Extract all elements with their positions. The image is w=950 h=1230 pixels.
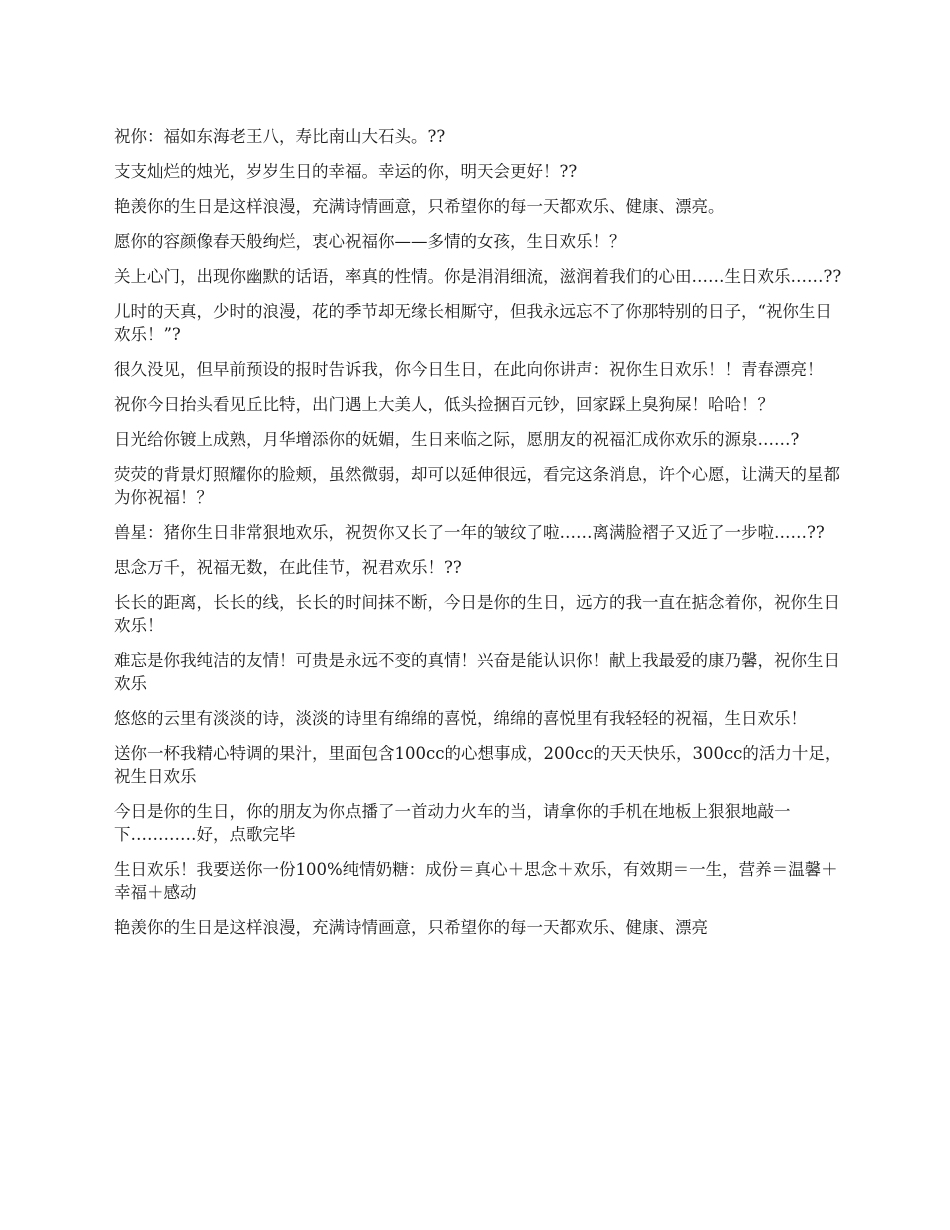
document-body [114,125,842,951]
paragraph-19: 艳羡你的生日是这样浪漫，充满诗情画意，只希望你的每一天都欢乐、健康、漂亮 [114,918,708,937]
paragraph-7: 很久没见，但早前预设的报时告诉我，你今日生日，在此向你讲声：祝你生日欢乐！！青春漂亮！ [114,360,824,379]
paragraph-2: 支支灿烂的烛光，岁岁生日的幸福。幸运的你，明天会更好！?? [114,162,578,181]
paragraph-1: 祝你：福如东海老王八，寿比南山大石头。?? [114,127,446,146]
paragraph-12: 思念万千，祝福无数，在此佳节，祝君欢乐！?? [114,558,462,577]
paragraph-17: 今日是你的生日，你的朋友为你点播了一首动力火车的当，请拿你的手机在地板上狠狠地敲一下…………好，点歌完毕 [114,802,791,844]
paragraph-4: 愿你的容颜像春天般绚烂，衷心祝福你——多情的女孩，生日欢乐！？ [114,232,626,251]
paragraph-14: 难忘是你我纯洁的友情！可贵是永远不变的真情！兴奋是能认识你！献上我最爱的康乃馨，祝你生日欢乐 [114,651,840,693]
paragraph-5: 关上心门，出现你幽默的话语，率真的性情。你是涓涓细流，滋润着我们的心田……生日欢乐……?? [114,267,842,286]
paragraph-16: 送你一杯我精心特调的果汁，里面包含100cc的心想事成，200cc的天天快乐，300cc的活力十足，祝生日欢乐 [114,744,842,786]
paragraph-13: 长长的距离，长长的线，长长的时间抹不断，今日是你的生日，远方的我一直在掂念着你，祝你生日欢乐！ [114,593,840,635]
paragraph-3: 艳羡你的生日是这样浪漫，充满诗情画意，只希望你的每一天都欢乐、健康、漂亮。 [114,197,725,216]
paragraph-10: 荧荧的背景灯照耀你的脸颊，虽然微弱，却可以延伸很远，看完这条消息，许个心愿，让满天的星都为你祝福！？ [114,465,840,507]
paragraph-8: 祝你今日抬头看见丘比特，出门遇上大美人，低头捡捆百元钞，回家踩上臭狗屎！哈哈！？ [114,395,774,414]
paragraph-6: 儿时的天真，少时的浪漫，花的季节却无缘长相厮守，但我永远忘不了你那特别的日子，“祝你生日欢乐！”? [114,302,832,344]
paragraph-15: 悠悠的云里有淡淡的诗，淡淡的诗里有绵绵的喜悦，绵绵的喜悦里有我轻轻的祝福，生日欢乐！ [114,709,807,728]
paragraph-9: 日光给你镀上成熟，月华增添你的妩媚，生日来临之际，愿朋友的祝福汇成你欢乐的源泉……? [114,430,800,449]
paragraph-18: 生日欢乐！我要送你一份100%纯情奶糖：成份＝真心＋思念＋欢乐，有效期＝一生，营养＝温馨＋幸福＋感动 [114,860,838,902]
paragraph-11: 兽星：猪你生日非常狠地欢乐，祝贺你又长了一年的皱纹了啦……离满脸褶子又近了一步啦……?? [114,523,825,542]
